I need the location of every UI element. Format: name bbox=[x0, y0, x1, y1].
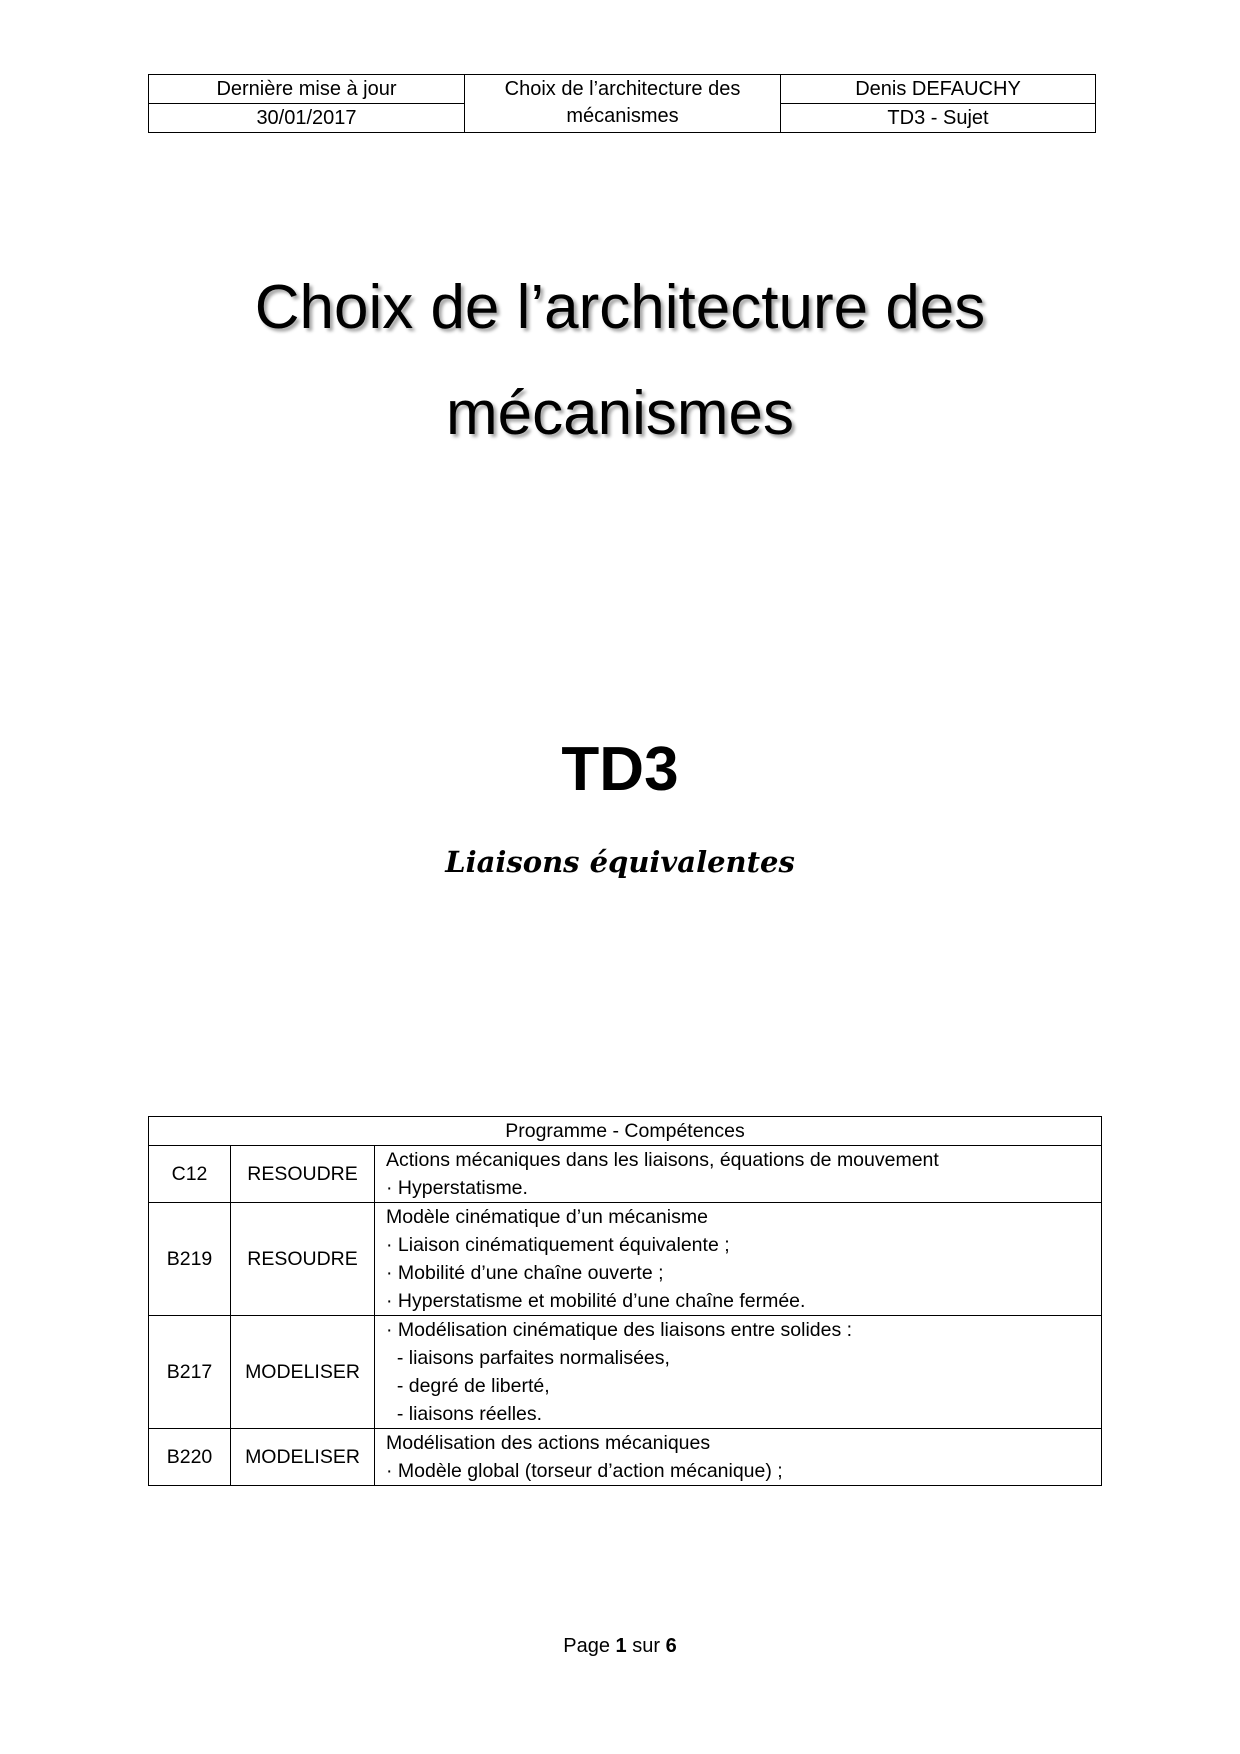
description-line: Modèle cinématique d’un mécanisme bbox=[386, 1206, 708, 1228]
description-line: · Liaison cinématiquement équivalente ; bbox=[386, 1234, 730, 1256]
table-row bbox=[149, 1203, 1102, 1316]
competence-description bbox=[375, 1316, 1102, 1429]
td-number: TD3 bbox=[561, 735, 679, 804]
course-title-line1: Choix de l’architecture des bbox=[504, 78, 741, 100]
description-line: · Modélisation cinématique des liaisons entre solides : bbox=[386, 1319, 853, 1341]
page-title-line1: Choix de l’architecture des bbox=[254, 273, 986, 342]
table-row bbox=[149, 1429, 1102, 1486]
competence-category: MODELISER bbox=[231, 1429, 375, 1486]
author-name: Denis DEFAUCHY bbox=[781, 75, 1096, 104]
competence-description bbox=[375, 1429, 1102, 1486]
description-line: - degré de liberté, bbox=[386, 1375, 550, 1397]
competence-description bbox=[375, 1146, 1102, 1203]
page-title-line2: mécanismes bbox=[446, 379, 794, 448]
description-line: Modélisation des actions mécaniques bbox=[386, 1432, 711, 1454]
table-row bbox=[149, 1316, 1102, 1429]
competence-category: MODELISER bbox=[231, 1316, 375, 1429]
competences-table bbox=[148, 1116, 1102, 1486]
page-word: Page bbox=[563, 1635, 610, 1657]
subtitle: Liaisons équivalentes bbox=[445, 845, 795, 879]
description-line: · Hyperstatisme. bbox=[386, 1177, 528, 1199]
description-line: Actions mécaniques dans les liaisons, équations de mouvement bbox=[386, 1149, 939, 1171]
page-total: 6 bbox=[665, 1635, 677, 1657]
description-line: · Hyperstatisme et mobilité d’une chaîne fermée. bbox=[386, 1290, 806, 1312]
description-line: · Modèle global (torseur d’action mécanique) ; bbox=[386, 1460, 783, 1482]
competence-code: B217 bbox=[149, 1316, 231, 1429]
competence-code: B220 bbox=[149, 1429, 231, 1486]
competence-category: RESOUDRE bbox=[231, 1146, 375, 1203]
description-line: - liaisons réelles. bbox=[386, 1403, 543, 1425]
last-update-label: Dernière mise à jour bbox=[149, 75, 465, 104]
description-line: · Mobilité d’une chaîne ouverte ; bbox=[386, 1262, 664, 1284]
header-table bbox=[148, 74, 1096, 133]
competence-code: C12 bbox=[149, 1146, 231, 1203]
table-row bbox=[149, 1146, 1102, 1203]
of-word: sur bbox=[632, 1635, 661, 1657]
competences-heading: Programme - Compétences bbox=[149, 1117, 1102, 1146]
competence-code: B219 bbox=[149, 1203, 231, 1316]
course-title-line2: mécanismes bbox=[566, 105, 679, 127]
page-footer bbox=[0, 1632, 1240, 1660]
competence-description bbox=[375, 1203, 1102, 1316]
document-reference: TD3 - Sujet bbox=[781, 104, 1096, 133]
page-title bbox=[0, 255, 1240, 467]
update-date: 30/01/2017 bbox=[149, 104, 465, 133]
description-line: - liaisons parfaites normalisées, bbox=[386, 1347, 670, 1369]
page-current: 1 bbox=[615, 1635, 627, 1657]
competence-category: RESOUDRE bbox=[231, 1203, 375, 1316]
course-title-cell bbox=[465, 75, 781, 133]
